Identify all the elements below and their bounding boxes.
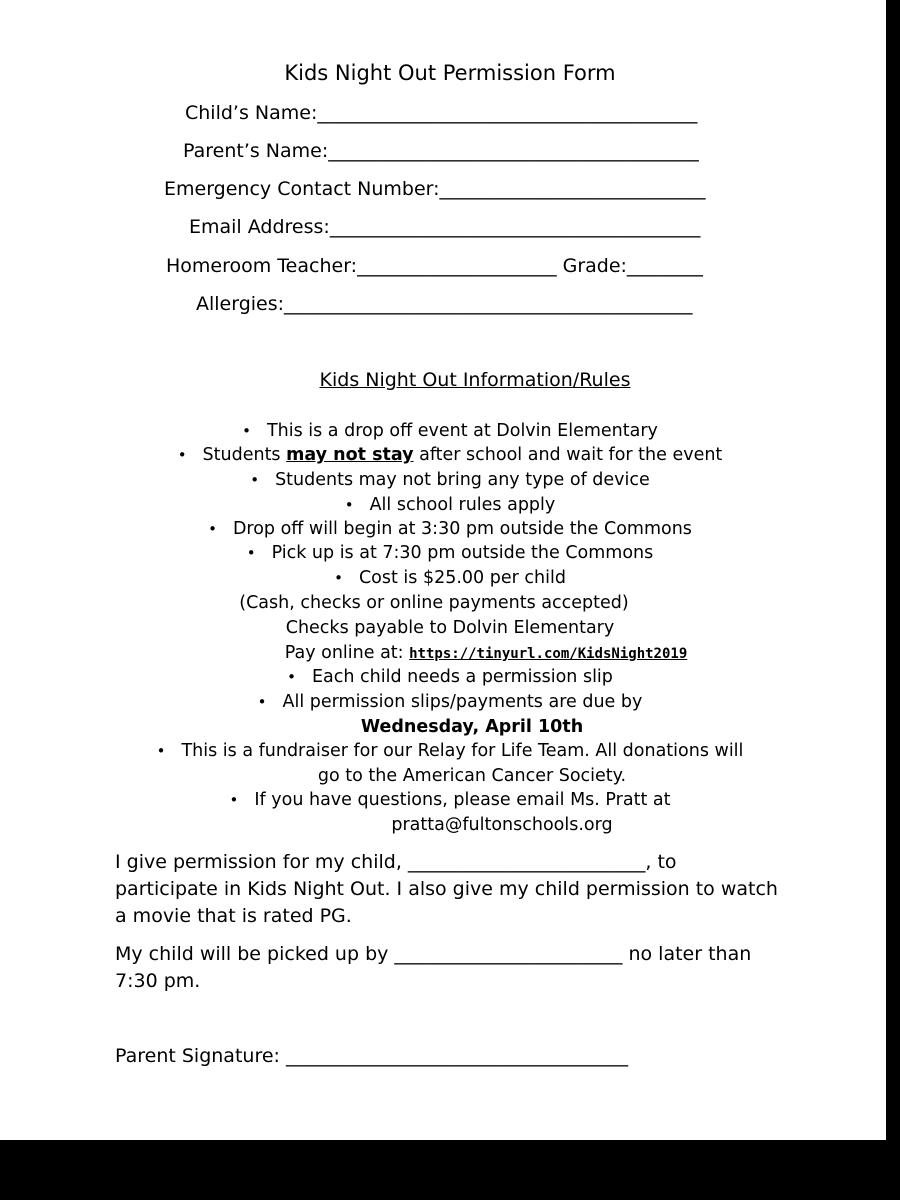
permission-line-2: participate in Kids Night Out. I also give my child permission to watch xyxy=(115,878,778,900)
form-title: Kids Night Out Permission Form xyxy=(284,61,616,85)
page-shadow xyxy=(886,0,900,1140)
bullet-icon xyxy=(242,421,267,441)
email-address-field[interactable]: Email Address:_______________________________________ xyxy=(189,216,701,238)
emergency-contact-field[interactable]: Emergency Contact Number:____________________________ xyxy=(164,178,706,200)
rule-questions: • If you have questions, please email Ms. Pratt at xyxy=(0,789,900,811)
rule-drop-off-time: • Drop off will begin at 3:30 pm outside the Commons xyxy=(0,518,900,540)
contact-email[interactable]: pratta@fultonschools.org xyxy=(391,815,613,835)
due-date: Wednesday, April 10th xyxy=(360,717,584,737)
rule-pick-up-time: • Pick up is at 7:30 pm outside the Commons xyxy=(0,542,900,564)
rule-no-device: • Students may not bring any type of device xyxy=(0,469,900,491)
rule-permission-slip: • Each child needs a permission slip xyxy=(0,666,900,688)
rule-school-rules: • All school rules apply xyxy=(0,494,900,516)
cost-note-checks: Checks payable to Dolvin Elementary xyxy=(285,618,615,638)
pay-online-line: Pay online at: https://tinyurl.com/KidsNight2019 xyxy=(284,643,688,663)
rule-cost: • Cost is $25.00 per child xyxy=(0,567,900,589)
bullet-icon xyxy=(250,470,275,490)
bullet-icon xyxy=(258,692,283,712)
permission-line-1[interactable]: I give permission for my child, _________________________, to xyxy=(115,851,677,873)
homeroom-grade-field[interactable]: Homeroom Teacher:_____________________ Grade:________ xyxy=(166,255,703,277)
bullet-icon xyxy=(287,667,312,687)
allergies-field[interactable]: Allergies:___________________________________________ xyxy=(196,293,693,315)
pickup-line-2: 7:30 pm. xyxy=(115,970,201,992)
bullet-icon xyxy=(230,790,255,810)
bullet-icon xyxy=(208,519,233,539)
rules-heading: Kids Night Out Information/Rules xyxy=(319,369,631,391)
bullet-icon xyxy=(178,445,203,465)
bullet-icon xyxy=(334,568,359,588)
rule-due-by: • All permission slips/payments are due by xyxy=(0,691,900,713)
permission-line-3: a movie that is rated PG. xyxy=(115,905,352,927)
rule-drop-off-event: • This is a drop off event at Dolvin Elementary xyxy=(0,420,900,442)
rule-fundraiser-cont: go to the American Cancer Society. xyxy=(317,766,627,786)
bullet-icon xyxy=(247,543,272,563)
parents-name-field[interactable]: Parent’s Name:_______________________________________ xyxy=(183,140,699,162)
bullet-icon xyxy=(345,495,370,515)
bullet-icon xyxy=(157,741,182,761)
pickup-line-1[interactable]: My child will be picked up by ________________________ no later than xyxy=(115,943,752,965)
rule-may-not-stay: • Students may not stay after school and wait for the event xyxy=(0,444,900,466)
parent-signature-field[interactable]: Parent Signature: ____________________________________ xyxy=(115,1045,628,1067)
childs-name-field[interactable]: Child’s Name:________________________________________ xyxy=(185,102,698,124)
pay-online-link[interactable]: https://tinyurl.com/KidsNight2019 xyxy=(409,646,688,662)
rule-fundraiser: • This is a fundraiser for our Relay for Life Team. All donations will xyxy=(0,740,900,762)
cost-note-payments: (Cash, checks or online payments accepted) xyxy=(239,593,629,613)
